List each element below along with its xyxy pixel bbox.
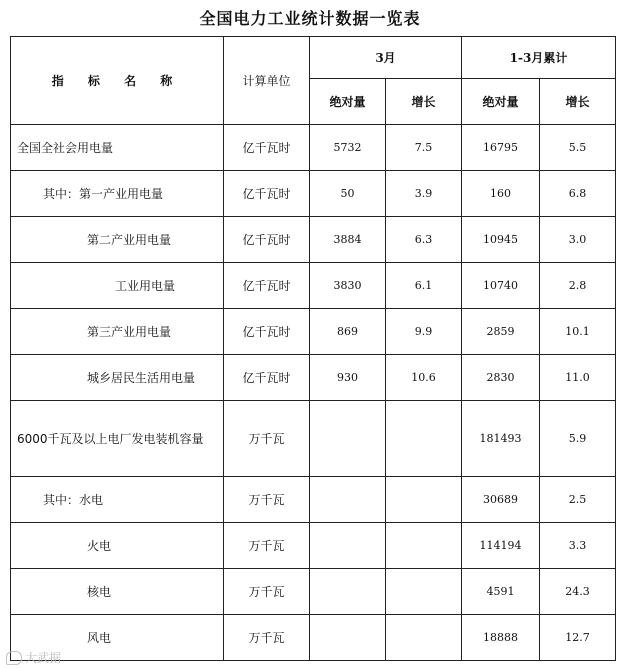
row-month-growth (386, 477, 462, 523)
row-name: 6000千瓦及以上电厂发电装机容量 (11, 401, 224, 477)
row-month-absolute: 3884 (310, 217, 386, 263)
page-title: 全国电力工业统计数据一览表 (199, 9, 421, 28)
row-month-growth: 3.9 (386, 171, 462, 217)
row-unit: 万千瓦 (224, 477, 310, 523)
row-name: 风电 (11, 615, 224, 661)
row-name: 其中：水电 (11, 477, 224, 523)
row-name: 第三产业用电量 (11, 309, 224, 355)
row-month-absolute: 869 (310, 309, 386, 355)
header-month-absolute: 绝对量 (310, 79, 386, 125)
row-unit: 万千瓦 (224, 569, 310, 615)
header-cumulative-group: 1-3月累计 (462, 37, 616, 79)
table-row (11, 309, 616, 355)
row-unit: 亿千瓦时 (224, 355, 310, 401)
table-row (11, 615, 616, 661)
header-unit: 计算单位 (224, 37, 310, 125)
row-cumulative-absolute: 30689 (462, 477, 540, 523)
row-month-absolute (310, 477, 386, 523)
table-row (11, 569, 616, 615)
table-row (11, 355, 616, 401)
row-month-absolute (310, 569, 386, 615)
header-month-group: 3月 (310, 37, 462, 79)
row-cumulative-growth: 3.3 (540, 523, 616, 569)
table-row (11, 263, 616, 309)
row-name: 城乡居民生活用电量 (11, 355, 224, 401)
row-cumulative-absolute: 114194 (462, 523, 540, 569)
row-month-growth: 6.3 (386, 217, 462, 263)
row-unit: 亿千瓦时 (224, 171, 310, 217)
row-cumulative-absolute: 16795 (462, 125, 540, 171)
row-month-growth: 6.1 (386, 263, 462, 309)
header-indicator-name: 指 标 名 称 (11, 37, 224, 125)
row-cumulative-growth: 24.3 (540, 569, 616, 615)
row-cumulative-growth: 2.8 (540, 263, 616, 309)
statistics-table (10, 36, 616, 661)
row-month-growth (386, 615, 462, 661)
row-unit: 万千瓦 (224, 523, 310, 569)
row-name: 其中：第一产业用电量 (11, 171, 224, 217)
row-cumulative-growth: 3.0 (540, 217, 616, 263)
row-cumulative-absolute: 2859 (462, 309, 540, 355)
row-cumulative-growth: 12.7 (540, 615, 616, 661)
row-name: 工业用电量 (11, 263, 224, 309)
row-cumulative-absolute: 4591 (462, 569, 540, 615)
row-cumulative-absolute: 2830 (462, 355, 540, 401)
row-month-absolute (310, 615, 386, 661)
row-name: 火电 (11, 523, 224, 569)
row-unit: 亿千瓦时 (224, 309, 310, 355)
row-cumulative-absolute: 160 (462, 171, 540, 217)
row-month-growth: 10.6 (386, 355, 462, 401)
row-cumulative-absolute: 181493 (462, 401, 540, 477)
table-row (11, 125, 616, 171)
row-month-growth (386, 523, 462, 569)
row-month-absolute (310, 401, 386, 477)
watermark (6, 649, 61, 666)
row-name: 第二产业用电量 (11, 217, 224, 263)
row-cumulative-absolute: 10945 (462, 217, 540, 263)
row-cumulative-growth: 5.5 (540, 125, 616, 171)
row-month-absolute: 930 (310, 355, 386, 401)
row-unit: 万千瓦 (224, 401, 310, 477)
table-row (11, 217, 616, 263)
row-cumulative-growth: 5.9 (540, 401, 616, 477)
watermark-text: 大武据 (25, 651, 62, 665)
header-month-growth: 增长 (386, 79, 462, 125)
row-unit: 亿千瓦时 (224, 217, 310, 263)
table-row (11, 401, 616, 477)
row-name: 核电 (11, 569, 224, 615)
row-unit: 亿千瓦时 (224, 263, 310, 309)
row-cumulative-growth: 2.5 (540, 477, 616, 523)
table-row (11, 171, 616, 217)
row-month-growth: 9.9 (386, 309, 462, 355)
row-name: 全国全社会用电量 (11, 125, 224, 171)
header-cumulative-growth: 增长 (540, 79, 616, 125)
row-cumulative-absolute: 10740 (462, 263, 540, 309)
row-month-absolute (310, 523, 386, 569)
row-month-growth (386, 569, 462, 615)
table-row (11, 477, 616, 523)
row-month-growth: 7.5 (386, 125, 462, 171)
row-cumulative-growth: 6.8 (540, 171, 616, 217)
header-row-1 (11, 37, 616, 79)
row-month-absolute: 3830 (310, 263, 386, 309)
row-unit: 万千瓦 (224, 615, 310, 661)
row-cumulative-growth: 11.0 (540, 355, 616, 401)
table-row (11, 523, 616, 569)
row-month-growth (386, 401, 462, 477)
row-month-absolute: 5732 (310, 125, 386, 171)
row-cumulative-growth: 10.1 (540, 309, 616, 355)
chat-bubble-icon (6, 651, 22, 665)
row-month-absolute: 50 (310, 171, 386, 217)
header-cumulative-absolute: 绝对量 (462, 79, 540, 125)
row-cumulative-absolute: 18888 (462, 615, 540, 661)
row-unit: 亿千瓦时 (224, 125, 310, 171)
